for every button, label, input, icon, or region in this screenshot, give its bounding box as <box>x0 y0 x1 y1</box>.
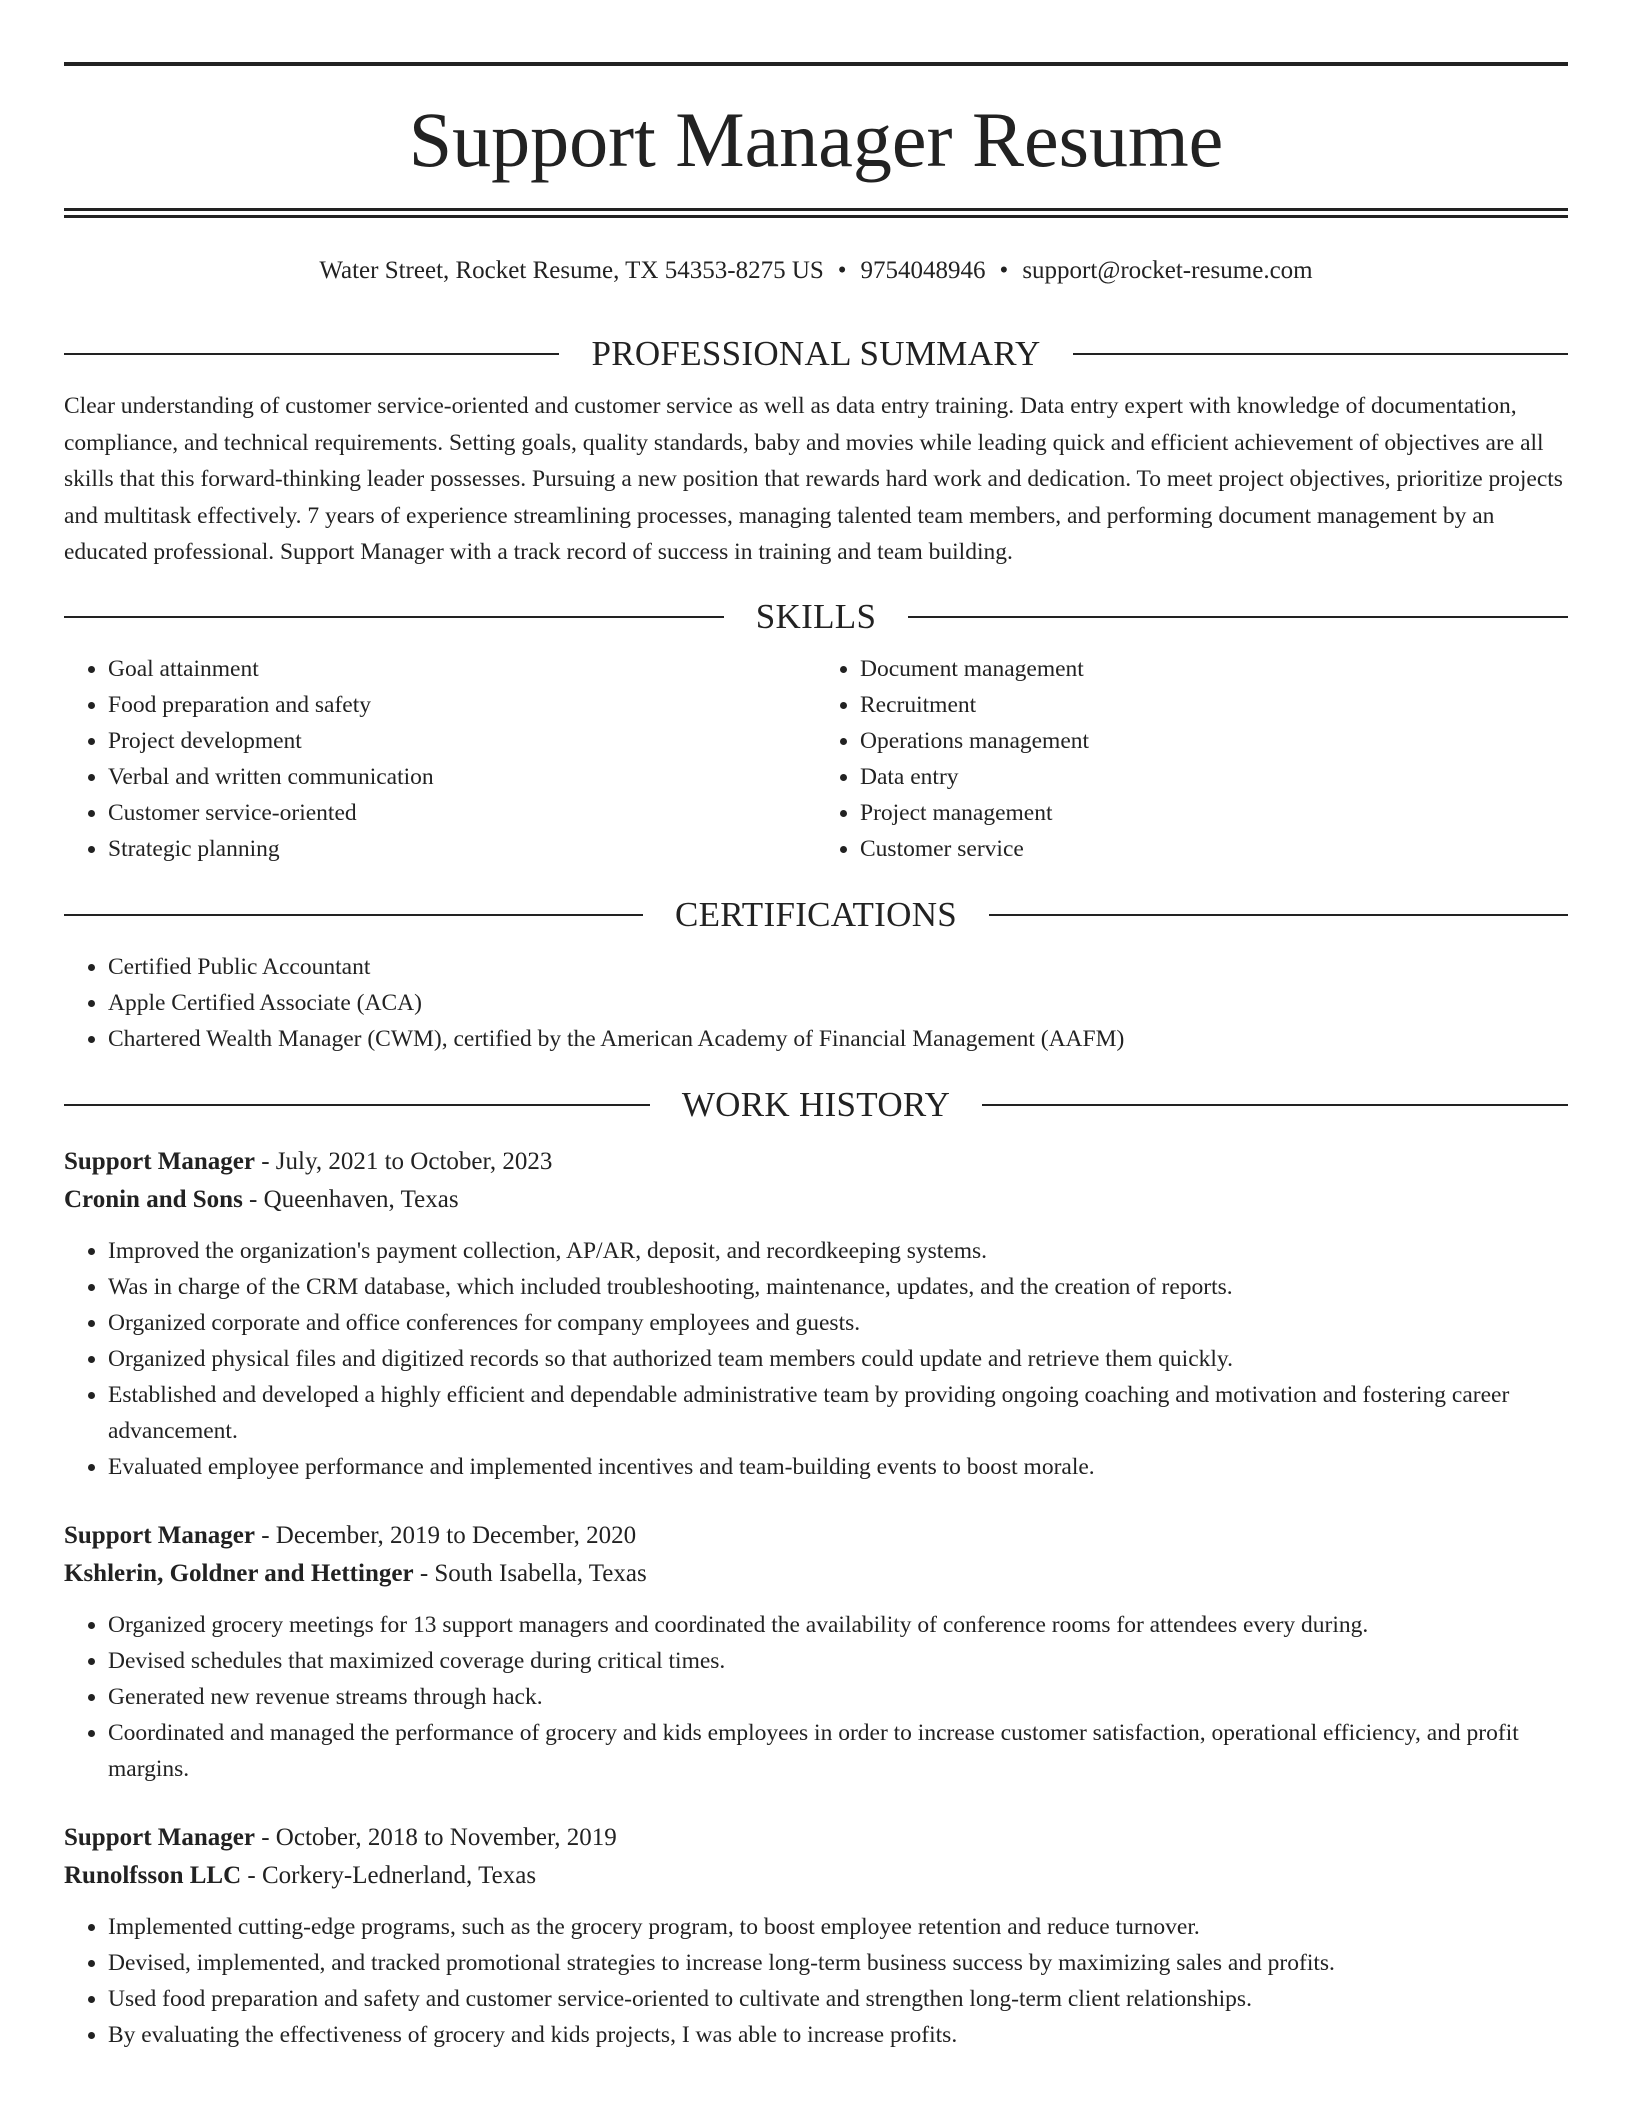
section-heading <box>64 1081 1568 1129</box>
skill-item: • Recruitment <box>860 687 1568 723</box>
resume-content <box>64 330 1568 2053</box>
job-title-line <box>64 1517 1568 1555</box>
section-heading-label: CERTIFICATIONS <box>674 894 958 934</box>
job-entry <box>64 1517 1568 1787</box>
job-entry <box>64 1143 1568 1485</box>
skill-item: • Project management <box>860 795 1568 831</box>
skill-item: • Data entry <box>860 759 1568 795</box>
skill-item: • Strategic planning <box>108 831 816 867</box>
section-heading <box>64 593 1568 641</box>
job-company-line <box>64 1181 1568 1219</box>
heading-rule-left <box>64 616 724 618</box>
section-certifications <box>64 891 1568 1057</box>
skill-item: • Goal attainment <box>108 651 816 687</box>
top-rule <box>64 62 1568 66</box>
job-bullet-list <box>64 1233 1568 1485</box>
job-bullet: • Organized physical files and digitized records so that authorized team members could update and retrieve them quickly. <box>108 1341 1568 1377</box>
job-bullet: • Devised, implemented, and tracked promotional strategies to increase long-term business success by maximizing sales and profits. <box>108 1945 1568 1981</box>
heading-rule-right <box>982 1104 1568 1106</box>
job-bullet: • Coordinated and managed the performance of grocery and kids employees in order to increase customer satisfaction, operational efficiency, and profit margins. <box>108 1715 1568 1787</box>
certifications-list <box>64 949 1568 1057</box>
section-heading-label: WORK HISTORY <box>681 1084 951 1124</box>
section-heading-label: PROFESSIONAL SUMMARY <box>591 334 1041 373</box>
job-location: - Queenhaven, Texas <box>242 1185 459 1213</box>
job-bullet-list <box>64 1607 1568 1787</box>
section-skills <box>64 593 1568 867</box>
skills-list-right <box>816 651 1568 867</box>
job-title: Support Manager <box>64 1521 255 1549</box>
job-bullet: • By evaluating the effectiveness of grocery and kids projects, I was able to increase profits. <box>108 2017 1568 2053</box>
skills-list-left <box>64 651 816 867</box>
skill-item: • Food preparation and safety <box>108 687 816 723</box>
job-bullet: • Evaluated employee performance and implemented incentives and team-building events to boost morale. <box>108 1449 1568 1485</box>
skill-item: • Project development <box>108 723 816 759</box>
section-work-history <box>64 1081 1568 2053</box>
certification-item: • Certified Public Accountant <box>108 949 1568 985</box>
job-company-line <box>64 1857 1568 1895</box>
work-history-body <box>64 1143 1568 2053</box>
section-professional-summary <box>64 330 1568 571</box>
job-dates: - July, 2021 to October, 2023 <box>254 1147 553 1175</box>
job-title-line <box>64 1819 1568 1857</box>
section-heading <box>64 330 1568 378</box>
skill-item: • Verbal and written communication <box>108 759 816 795</box>
job-bullet: • Implemented cutting-edge programs, such as the grocery program, to boost employee retention and reduce turnover. <box>108 1909 1568 1945</box>
skills-columns <box>64 651 1568 867</box>
heading-rule-right <box>908 616 1568 618</box>
job-bullet: • Generated new revenue streams through hack. <box>108 1679 1568 1715</box>
job-dates: - December, 2019 to December, 2020 <box>254 1521 637 1549</box>
contact-address: Water Street, Rocket Resume, TX 54353-8275 US <box>319 257 824 284</box>
job-company: Kshlerin, Goldner and Hettinger <box>64 1559 414 1587</box>
contact-separator: • <box>999 257 1009 284</box>
job-bullet: • Was in charge of the CRM database, which included troubleshooting, maintenance, updates, and the creation of reports. <box>108 1269 1568 1305</box>
title-double-rule <box>64 208 1568 218</box>
heading-rule-right <box>1073 353 1568 355</box>
heading-rule-left <box>64 1104 650 1106</box>
job-location: - Corkery-Lednerland, Texas <box>241 1861 537 1889</box>
skill-item: • Operations management <box>860 723 1568 759</box>
job-company-line <box>64 1555 1568 1593</box>
job-bullet: • Devised schedules that maximized coverage during critical times. <box>108 1643 1568 1679</box>
job-company: Runolfsson LLC <box>64 1861 242 1889</box>
job-title: Support Manager <box>64 1823 255 1851</box>
skill-item: • Customer service-oriented <box>108 795 816 831</box>
section-heading-label: SKILLS <box>755 596 877 636</box>
certification-item: • Chartered Wealth Manager (CWM), certified by the American Academy of Financial Management (AAFM) <box>108 1021 1568 1057</box>
contact-email: support@rocket-resume.com <box>1022 257 1313 284</box>
job-bullet: • Improved the organization's payment collection, AP/AR, deposit, and recordkeeping systems. <box>108 1233 1568 1269</box>
job-company: Cronin and Sons <box>64 1185 243 1213</box>
job-title-line <box>64 1143 1568 1181</box>
job-location: - South Isabella, Texas <box>413 1559 647 1587</box>
job-title: Support Manager <box>64 1147 255 1175</box>
contact-line <box>64 254 1568 288</box>
job-bullet: • Organized grocery meetings for 13 support managers and coordinated the availability of conference rooms for attendees every during. <box>108 1607 1568 1643</box>
summary-text: Clear understanding of customer service-oriented and customer service as well as data entry training. Data entry expert with knowledge of documentation, compliance, and technical requirements. Setting goals, quality standards, baby and movies while leading quick and efficient achievement of objectives are all skills that this forward-thinking leader possesses. Pursuing a new position that rewards hard work and dedication. To meet project objectives, prioritize projects and multitask effectively. 7 years of experience streamlining processes, managing talented team members, and performing document management by an educated professional. Support Manager with a track record of success in training and team building. <box>64 393 1563 565</box>
certification-item: • Apple Certified Associate (ACA) <box>108 985 1568 1021</box>
heading-rule-left <box>64 353 559 355</box>
job-bullet: • Organized corporate and office conferences for company employees and guests. <box>108 1305 1568 1341</box>
skill-item: • Document management <box>860 651 1568 687</box>
job-entry <box>64 1819 1568 2053</box>
skill-item: • Customer service <box>860 831 1568 867</box>
job-dates: - October, 2018 to November, 2019 <box>254 1823 617 1851</box>
heading-rule-left <box>64 914 643 916</box>
contact-phone: 9754048946 <box>860 257 986 284</box>
job-bullet-list <box>64 1909 1568 2053</box>
job-bullet: • Used food preparation and safety and customer service-oriented to cultivate and strengthen long-term client relationships. <box>108 1981 1568 2017</box>
page-title: Support Manager Resume <box>408 96 1224 183</box>
heading-rule-right <box>989 914 1568 916</box>
contact-separator: • <box>837 257 847 284</box>
job-bullet: • Established and developed a highly efficient and dependable administrative team by providing ongoing coaching and motivation and fostering career advancement. <box>108 1377 1568 1449</box>
section-heading <box>64 891 1568 939</box>
